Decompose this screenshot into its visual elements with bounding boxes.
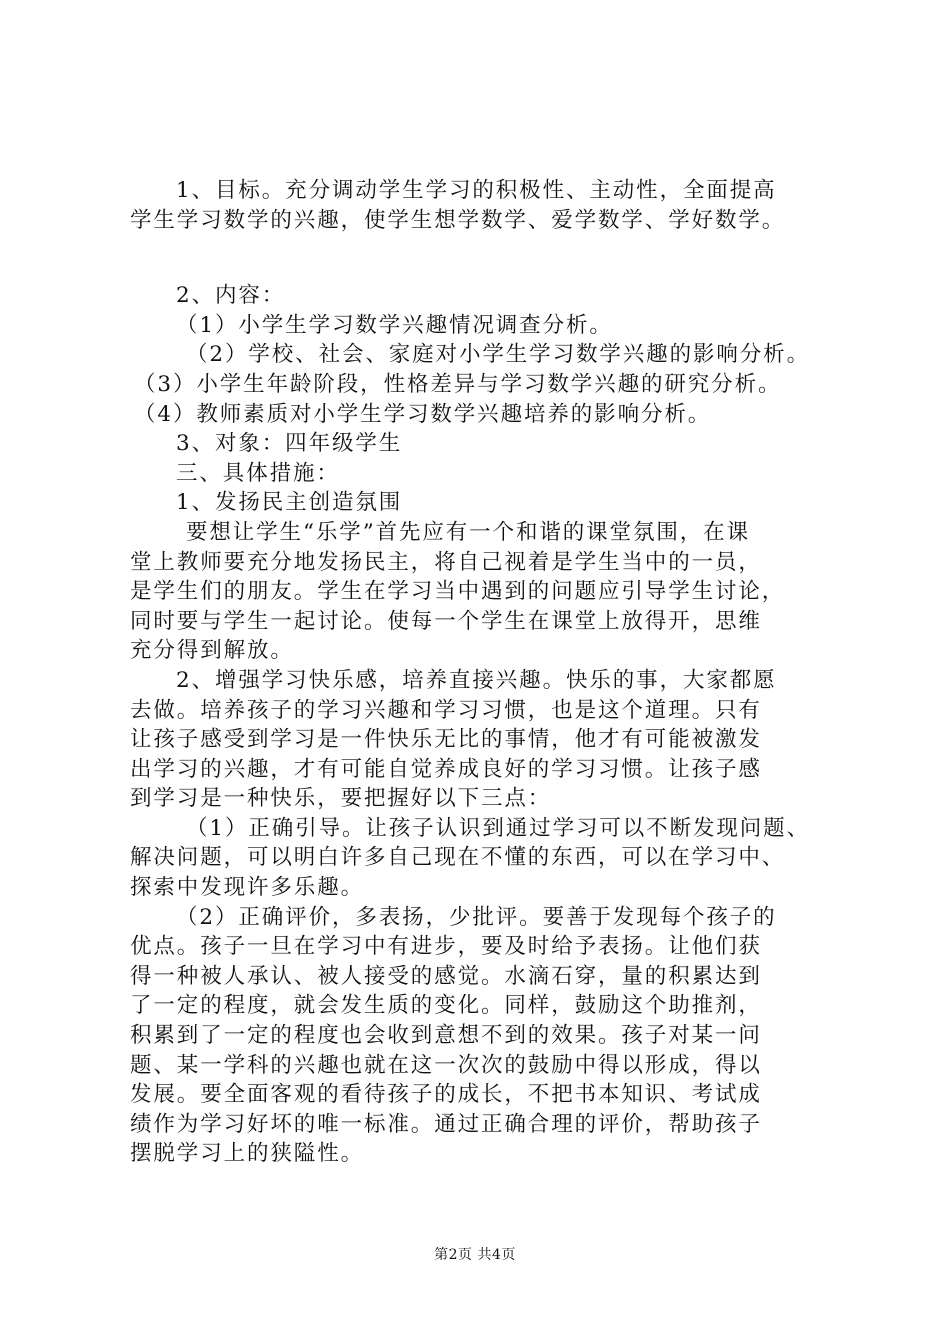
page-number-footer: 第2页 共4页	[434, 1247, 516, 1263]
paragraph-evaluate-line-5: 积累到了一定的程度也会收到意想不到的效果。孩子对某一问	[130, 1023, 762, 1049]
content-item-4: （4）教师素质对小学生学习数学兴趣培养的影响分析。	[134, 401, 712, 427]
paragraph-democracy-line-4: 同时要与学生一起讨论。使每一个学生在课堂上放得开，思维	[130, 608, 762, 634]
document-body	[130, 176, 842, 1169]
heading-target: 3、对象：四年级学生	[176, 431, 403, 457]
paragraph-joy-line-1: 2、增强学习快乐感，培养直接兴趣。快乐的事，大家都愿	[176, 667, 777, 693]
paragraph-gap	[130, 235, 842, 281]
paragraph-democracy-line-1: 要想让学生“乐学”首先应有一个和谐的课堂氛围，在课	[186, 519, 750, 545]
paragraph-democracy-line-2: 堂上教师要充分地发扬民主，将自己视着是学生当中的一员，	[130, 549, 762, 575]
content-item-2: （2）学校、社会、家庭对小学生学习数学兴趣的影响分析。	[186, 342, 810, 368]
heading-content: 2、内容：	[176, 283, 286, 309]
paragraph-evaluate-line-8: 绩作为学习好坏的唯一标准。通过正确合理的评价，帮助孩子	[130, 1111, 762, 1137]
paragraph-joy-line-2: 去做。培养孩子的学习兴趣和学习习惯，也是这个道理。只有	[130, 697, 762, 723]
paragraph-evaluate-line-6: 题、某一学科的兴趣也就在这一次次的鼓励中得以形成，得以	[130, 1052, 762, 1078]
paragraph-guide-line-3: 探索中发现许多乐趣。	[130, 875, 365, 901]
paragraph-evaluate-line-9: 摆脱学习上的狭隘性。	[130, 1141, 365, 1167]
paragraph-joy-line-3: 让孩子感受到学习是一件快乐无比的事情，他才有可能被激发	[130, 727, 762, 753]
subheading-democracy: 1、发扬民主创造氛围	[176, 490, 403, 516]
paragraph-evaluate-line-2: 优点。孩子一旦在学习中有进步，要及时给予表扬。让他们获	[130, 934, 762, 960]
paragraph-joy-line-4: 出学习的兴趣，才有可能自觉养成良好的学习习惯。让孩子感	[130, 756, 762, 782]
paragraph-joy-line-5: 到学习是一种快乐，要把握好以下三点：	[130, 786, 552, 812]
paragraph-evaluate-line-4: 了一定的程度，就会发生质的变化。同样，鼓励这个助推剂，	[130, 993, 762, 1019]
content-item-1: （1）小学生学习数学兴趣情况调查分析。	[176, 312, 613, 338]
paragraph-evaluate-line-7: 发展。要全面客观的看待孩子的成长，不把书本知识、考试成	[130, 1082, 762, 1108]
heading-measures: 三、具体措施：	[176, 460, 340, 486]
paragraph-evaluate-line-1: （2）正确评价，多表扬，少批评。要善于发现每个孩子的	[176, 904, 777, 930]
paragraph-democracy-line-5: 充分得到解放。	[130, 638, 294, 664]
paragraph-guide-line-1: （1）正确引导。让孩子认识到通过学习可以不断发现问题、	[186, 815, 810, 841]
content-item-3: （3）小学生年龄阶段，性格差异与学习数学兴趣的研究分析。	[134, 371, 782, 397]
paragraph-democracy-line-3: 是学生们的朋友。学生在学习当中遇到的问题应引导学生讨论，	[130, 579, 786, 605]
paragraph-goal-line-2: 学生学习数学的兴趣，使学生想学数学、爱学数学、学好数学。	[130, 207, 786, 233]
paragraph-goal-line-1: 1、目标。充分调动学生学习的积极性、主动性，全面提高	[176, 178, 777, 203]
paragraph-evaluate-line-3: 得一种被人承认、被人接受的感觉。水滴石穿，量的积累达到	[130, 963, 762, 989]
paragraph-guide-line-2: 解决问题，可以明白许多自己现在不懂的东西，可以在学习中、	[130, 845, 786, 871]
